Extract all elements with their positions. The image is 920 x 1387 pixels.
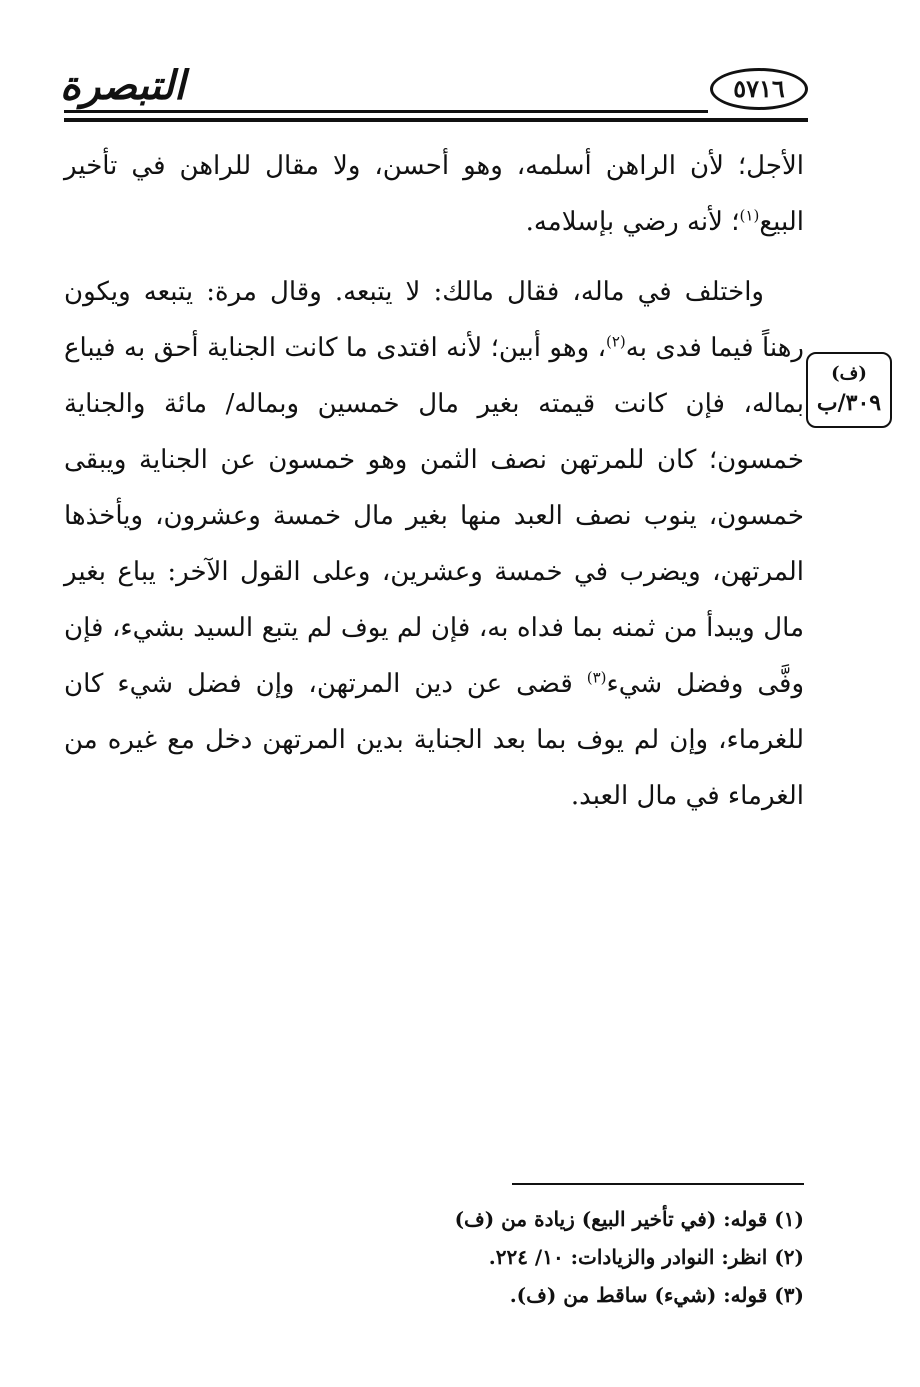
header-rule — [64, 110, 708, 113]
footnote-3: (٣) قوله: (شيء) ساقط من (ف). — [509, 1283, 804, 1307]
page-header — [60, 60, 808, 122]
paragraph-2-text-b: ، وهو أبين؛ لأنه افتدى ما كانت الجناية أحق به فيباع بماله، فإن كانت قيمته بغير مال خمسين وبماله/ مائة والجناية خمسون؛ كان للمرتهن نصف الثمن وهو خمسون عن الجناية ويبقى خمسون، ينوب نصف العبد منها بغير مال خمسة وعشرون، ويأخذها المرتهن، ويضرب في خمسة وعشرين، وعلى القول الآخر: يباع بغير مال ويبدأ من ثمنه بما فداه به، فإن لم يوف لم يتبع السيد بشيء، فإن وفَّى وفضل شيء — [64, 333, 805, 699]
page-number: ٥٧١٦ — [710, 68, 808, 110]
footnote-marker-1: (١) — [739, 206, 760, 225]
paragraph-1 — [64, 138, 804, 250]
paragraph-2-text-c: قضى عن دين المرتهن، وإن فضل شيء كان للغرماء، وإن لم يوف بما بعد الجناية بدين المرتهن دخل مع غيره من الغرماء في مال العبد. — [64, 669, 804, 811]
header-rule-bottom — [64, 118, 808, 122]
paragraph-1-text-a: الأجل؛ لأن الراهن أسلمه، وهو أحسن، ولا مقال للراهن في تأخير البيع — [64, 151, 804, 237]
footnote-separator — [512, 1183, 804, 1185]
book-title: التبصرة — [60, 62, 186, 109]
margin-note — [806, 352, 892, 428]
paragraph-2 — [64, 264, 804, 824]
margin-note-folio: ٣٠٩/ب — [816, 390, 882, 416]
paragraph-1-text-b: ؛ لأنه رضي بإسلامه. — [525, 207, 740, 237]
main-text — [64, 138, 804, 824]
margin-note-manuscript: (ف) — [831, 363, 867, 384]
footnote-1: (١) قوله: (في تأخير البيع) زيادة من (ف) — [454, 1207, 804, 1231]
footnote-2: (٢) انظر: النوادر والزيادات: ١٠/ ٢٢٤. — [488, 1245, 804, 1269]
paragraph-2-text-a: واختلف في ماله، فقال مالك: لا يتبعه. وقال مرة: يتبعه ويكون رهناً فيما فدى به — [64, 277, 804, 363]
footnote-marker-2: (٢) — [605, 332, 626, 351]
footnote-marker-3: (٣) — [586, 668, 607, 687]
footnotes — [300, 1200, 804, 1314]
